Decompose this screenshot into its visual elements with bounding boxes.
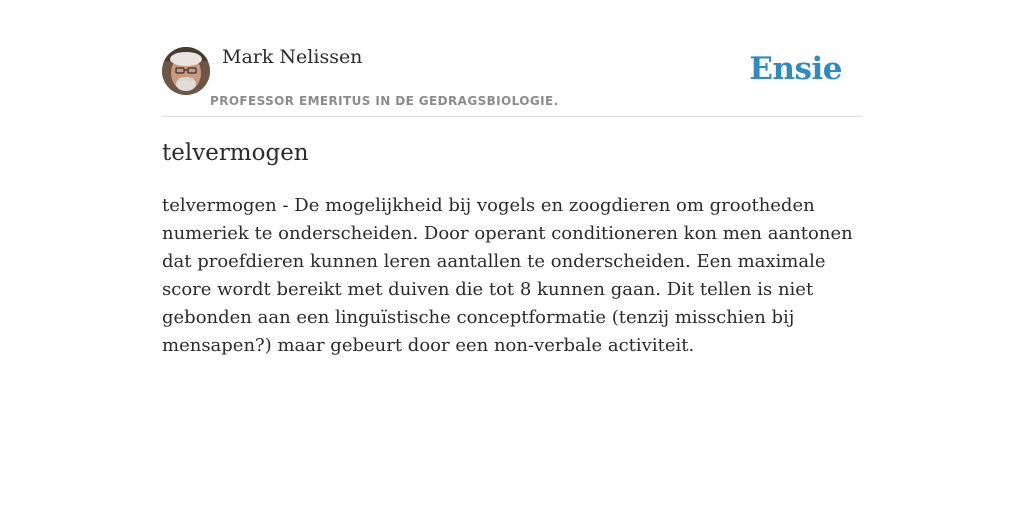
term-title: telvermogen bbox=[162, 140, 309, 166]
term-definition: telvermogen - De mogelijkheid bij vogels en zoogdieren om grootheden numeriek te onderscheiden. Door operant conditioneren kon men aantonen dat proefdieren kunnen leren aantallen te onderscheiden. Een maximale score wordt bereikt met duiven die tot 8 kunnen gaan. Dit tellen is niet gebonden aan een linguïstische conceptformatie (tenzij misschien bij mensapen?) maar gebeurt door een non-verbale activiteit. bbox=[162, 195, 853, 356]
avatar[interactable] bbox=[162, 47, 210, 95]
brand-logo[interactable]: Ensie bbox=[749, 51, 842, 87]
author-header bbox=[162, 0, 862, 117]
avatar-portrait-icon bbox=[162, 47, 210, 95]
author-role: PROFESSOR EMERITUS IN DE GEDRAGSBIOLOGIE. bbox=[210, 94, 559, 108]
author-name[interactable]: Mark Nelissen bbox=[222, 46, 363, 68]
